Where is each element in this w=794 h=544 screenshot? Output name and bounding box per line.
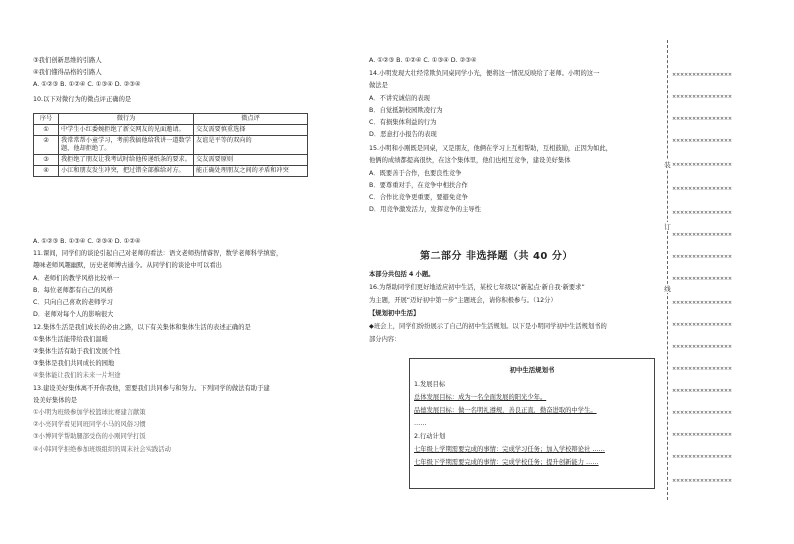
q16-bullet-line1: ◆班会上，同学们纷纷展示了自己的初中生活规划。以下是小明同学初中生活规划书的	[369, 323, 607, 330]
binding-cross-row: ×××××××××××××××	[672, 344, 732, 350]
q9-choices: A. ①②③ B. ①②④ C. ①③④ D. ②③④	[33, 81, 141, 88]
q14-option-a: A．不讲究诚信的表现	[369, 95, 430, 102]
table-row	[34, 166, 308, 177]
binding-cross-row: ×××××××××××××××	[672, 254, 732, 260]
row-behavior: 我拒绝了朋友让我考试时给他传递纸条的要求。	[59, 155, 194, 166]
q10-table	[33, 113, 308, 177]
binding-cross-row: ×××××××××××××××	[672, 138, 732, 144]
q10-choices: A. ①②③ B. ①③④ C. ②③④ D. ①②④	[33, 238, 141, 245]
q13-item-4: ④小韩同学拒绝参加班级组织的周末社会实践活动	[33, 446, 171, 453]
plan-box	[409, 358, 655, 489]
q15-stem-line2: 他俩的成绩都提高很快，在这个集体里，他们也相互竞争，建设美好集体	[369, 157, 571, 164]
q14-option-d: D．恶意打小报告的表现	[369, 131, 437, 138]
q15-option-b: B．要尊重对手，在竞争中相扶合作	[369, 182, 468, 189]
q11-option-a: A．老师们的教学风格比较单一	[33, 275, 120, 282]
row-comment: 能正确处理朋友之间的矛盾和冲突	[194, 166, 308, 177]
table-row	[34, 136, 308, 155]
q16-bullet-line2: 部分内容：	[369, 336, 401, 343]
q16-stem-line1: 16.为帮助同学们更好地适应初中生活，某校七年级以“新起点·新自我·新要求”	[369, 284, 585, 291]
row-no: ③	[34, 155, 59, 166]
binding-cross-row: ×××××××××××××××	[672, 116, 732, 122]
binding-char-ding: 订	[664, 223, 671, 231]
plan-goal-total: 总体发展目标：成为一名全面发展的阳光少年。	[414, 394, 547, 401]
q13-item-1: ①小明为班级参加学校篮球比赛建言献策	[33, 409, 146, 416]
q16-stem-line2: 为主题，开展“迈好初中第一步”主题班会，请你积极参与。（12分）	[369, 297, 557, 304]
q11-option-c: C．只向自己喜欢的老师学习	[33, 299, 113, 306]
plan-heading-goals: 1.发展目标	[414, 381, 446, 388]
binding-cross-row: ×××××××××××××××	[672, 478, 732, 484]
q13-stem-line1: 13.建设美好集体离不开你我他，需要我们共同参与和努力。下列同学的做法有助于建	[33, 385, 270, 392]
binding-char-zhuang: 装	[664, 161, 671, 169]
row-behavior: 小江和朋友发生冲突，把过错全部推给对方。	[59, 166, 194, 177]
row-comment: 友谊是平等的双向的	[194, 136, 308, 155]
binding-cross-row: ×××××××××××××××	[672, 410, 732, 416]
part2-note: 本部分共包括 4 小题。	[369, 271, 435, 278]
binding-cross-row: ×××××××××××××××	[672, 94, 732, 100]
binding-cross-row: ×××××××××××××××	[672, 162, 732, 168]
q11-stem-line1: 11.课间，同学们的谈论引起自己对老师的看法：语文老师热情睿智，数学老师科学缜密，	[33, 250, 283, 257]
q12-item-3: ③集体是我们共同成长的园地	[33, 360, 115, 367]
binding-cross-row: ×××××××××××××××	[672, 300, 732, 306]
binding-cross-row: ×××××××××××××××	[672, 322, 732, 328]
plan-goal-virtue: 品德发展目标：做一名明礼遵规，善良正直，勤奋进取的中学生。	[414, 407, 597, 414]
q14-stem-line2: 做法是	[369, 82, 388, 89]
plan-title: 初中生活规划书	[509, 366, 555, 374]
binding-cross-row: ×××××××××××××××	[672, 210, 732, 216]
q10-header-comment: 微点评	[194, 114, 308, 125]
binding-cross-row: ×××××××××××××××	[672, 276, 732, 282]
plan-heading-actions: 2.行动计划	[414, 433, 446, 440]
row-comment: 交友需要原则	[194, 155, 308, 166]
plan-action-1: 七年级上学期需要完成的事情：完成学习任务；加入学校辩论社 ……	[414, 446, 605, 453]
plan-action-2: 七年级下学期需要完成的事情：完成学校任务；提升创新能力 ……	[414, 459, 599, 466]
row-no: ②	[34, 136, 59, 155]
q10-header-no: 序号	[34, 114, 59, 125]
q15-stem-line1: 15.小明和小刚既是同桌，又是朋友，他俩在学习上互相帮助，互相鼓励，正因为如此，	[369, 145, 612, 152]
q10-stem: 10.以下对微行为的微点评正确的是	[33, 96, 132, 103]
binding-cross-row: ×××××××××××××××	[672, 232, 732, 238]
q16-subheading: 【规划初中生活】	[369, 310, 420, 317]
row-no: ①	[34, 125, 59, 136]
row-behavior: 我常常帮小童学习，考前我搞他给我讲一道数学题，他却拒绝了。	[59, 136, 194, 155]
q13-choices: A. ①②③ B. ①②④ C. ①③④ D. ②③④	[369, 57, 477, 64]
q13-item-3: ③小博同学帮助腿部受伤的小刚同学打饭	[33, 433, 146, 440]
q15-option-c: C．合作比竞争更重要，要避免竞争	[369, 194, 468, 201]
binding-cross-row: ×××××××××××××××	[672, 186, 732, 192]
q12-item-2: ②集体生活有助于我们发展个性	[33, 348, 121, 355]
table-row	[34, 155, 308, 166]
q9-option-4: ④我们懂得品格的引路人	[33, 69, 102, 76]
q13-stem-line2: 设美好集体的是	[33, 397, 78, 404]
row-comment: 交友需要慎重选择	[194, 125, 308, 136]
row-behavior: 中学生小红委婉拒绝了新交网友的见面邀请。	[59, 125, 194, 136]
row-no: ④	[34, 166, 59, 177]
q14-option-c: C．有损集体利益的行为	[369, 119, 437, 126]
plan-ellipsis: ……	[414, 420, 427, 427]
q11-option-b: B．每位老师都有自己的风格	[33, 287, 113, 294]
q11-stem-line2: 趣味老师风趣幽默，历史老师博古通今。从同学们的谈论中可以看出	[33, 262, 222, 269]
q12-item-1: ①集体生活能带给我们温暖	[33, 336, 108, 343]
q13-item-2: ②小亮同学看见同班同学小马的风俗习惯	[33, 421, 146, 428]
binding-cross-row: ×××××××××××××××	[672, 366, 732, 372]
q10-header-behavior: 微行为	[59, 114, 194, 125]
q12-stem: 12.集体生活是我们成长的必由之路，以下有关集体和集体生活的表述正确的是	[33, 324, 251, 331]
q9-option-3: ③我们创新思维的引路人	[33, 57, 102, 64]
table-row	[34, 125, 308, 136]
binding-cross-row: ×××××××××××××××	[672, 72, 732, 78]
binding-cross-row: ×××××××××××××××	[672, 454, 732, 460]
part2-title: 第二部分 非选择题（共 40 分）	[420, 251, 573, 262]
q15-option-a: A．既要善于合作，也要良性竞争	[369, 170, 462, 177]
q15-option-d: D．用竞争激发活力，发挥竞争的主导性	[369, 206, 481, 213]
q14-option-b: B．自觉抵制校园欺凌行为	[369, 107, 443, 114]
binding-dashed-line	[667, 40, 668, 500]
binding-cross-row: ×××××××××××××××	[672, 388, 732, 394]
binding-cross-row: ×××××××××××××××	[672, 432, 732, 438]
q14-stem-line1: 14.小明发现大壮经常欺负同桌同学小光，便将这一情况反映给了老师。小明的这一	[369, 70, 600, 77]
binding-char-xian: 线	[664, 285, 671, 293]
q11-option-d: D．老师对每个人的影响很大	[33, 311, 114, 318]
q12-item-4: ④集体能让我们的未来一片坦途	[33, 372, 121, 379]
